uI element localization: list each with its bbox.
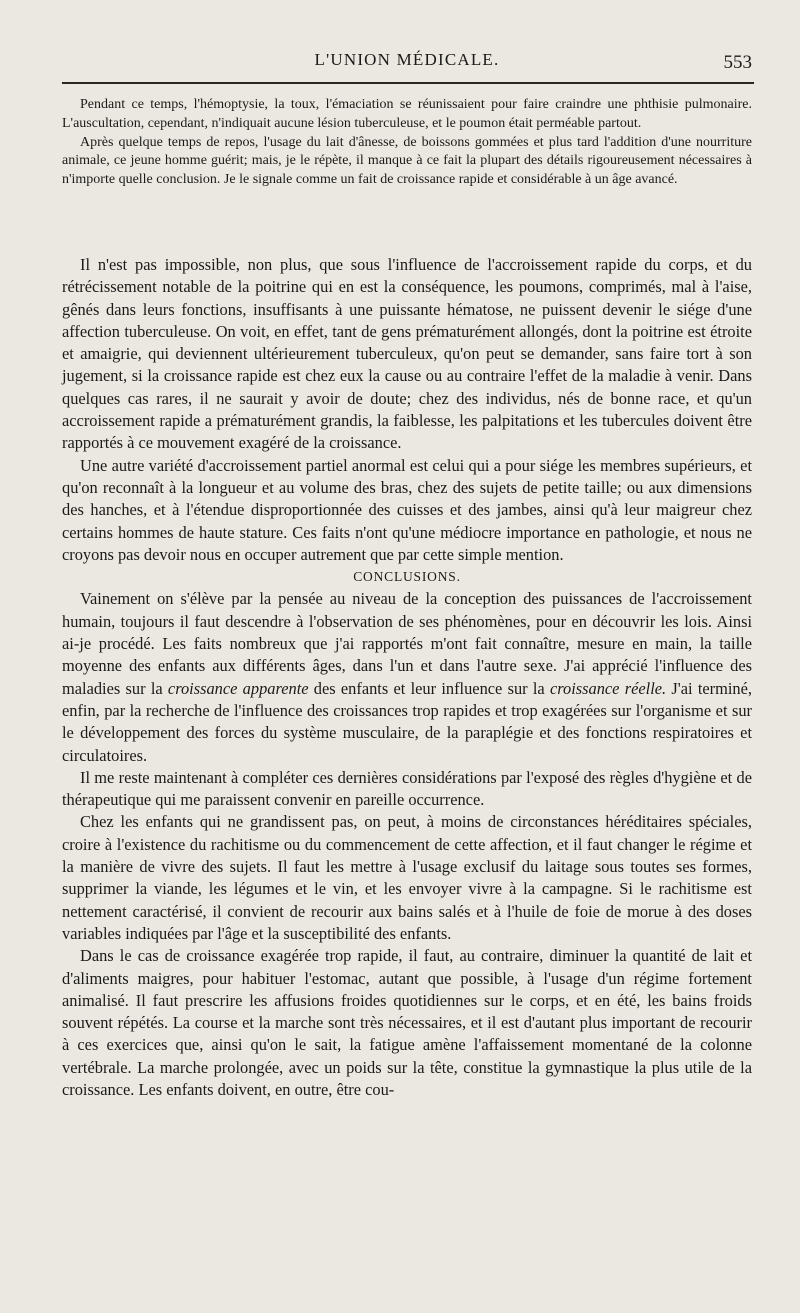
header-rule xyxy=(62,82,754,84)
paragraph: Pendant ce temps, l'hémoptysie, la toux, l'émaciation se réunissaient pour faire craindre une phthisie pulmonaire. L'auscultation, cependant, n'indiquait aucune lésion tuberculeuse, et le poumon était perméable partout. xyxy=(62,97,752,131)
paragraph: Il me reste maintenant à compléter ces dernières considérations par l'exposé des règles d'hygiène et de thérapeutique qui me paraissent convenir en pareille occurrence. xyxy=(62,767,752,810)
paragraph: Dans le cas de croissance exagérée trop rapide, il faut, au contraire, diminuer la quantité de lait et d'aliments maigres, pour habituer l'estomac, autant que possible, à l'usage d'un régime fortement animalisé. Il faut prescrire les affusions froides quotidiennes sur le corps, et en été, les bains froids souvent répétés. La course et la marche sont très nécessaires, et il est d'autant plus important de recourir à ces exercices que, ainsi qu'on le sait, la fatigue amène l'affaissement momentané de la colonne vertébrale. La marche prolongée, avec un poids sur la tête, constitue la gymnastique la plus utile de la croissance. Les enfants doivent, en outre, être cou- xyxy=(62,946,752,1099)
paragraph: Chez les enfants qui ne grandissent pas, on peut, à moins de circonstances héréditaires spéciales, croire à l'existence du rachitisme ou du commencement de cette affection, et il faut changer le régime et la manière de vivre des sujets. Il faut les mettre à l'usage exclusif du laitage sous toutes ses formes, supprimer la viande, les légumes et le vin, et les envoyer vivre à la campagne. Si le rachitisme est nettement caractérisé, il convient de recourir aux bains salés et à l'huile de foie de morue à des doses variables indiquées par l'âge et la susceptibilité des enfants. xyxy=(62,812,752,943)
text-run: Vainement on s'élève par la pensée au niveau de la conception des puissances de l'accroissement humain, toujours il faut descendre à l'observation de ses phénomènes, pour en découvrir les lois. Ainsi ai-je procédé. Les faits nombreux que j'ai rapportés m'ont fait connaître, mesure en main, la taille moyenne des enfants aux différents âges, dans l'un et dans l'autre sexe. J'ai apprécié l'influence des maladies sur la xyxy=(62,589,752,698)
italic-term: croissance réelle. xyxy=(549,678,667,698)
paragraph: Après quelque temps de repos, l'usage du lait d'ânesse, de boissons gommées et plus tard l'addition d'une nourriture animale, ce jeune homme guérit; mais, je le répète, il manque à ce fait la plupart des détails rigoureusement nécessaires à n'importe quelle conclusion. Je le signale comme un fait de croissance rapide et considérable à un âge avancé. xyxy=(62,134,752,188)
paragraph: Une autre variété d'accroissement partiel anormal est celui qui a pour siége les membres supérieurs, et qu'on reconnaît à la longueur et au volume des bras, chez des sujets de petite taille; ou aux dimensions des hanches, et à l'étendue disproportionnée des cuisses et des jambes, ainsi qu'à leur maigreur chez certains hommes de haute stature. Ces faits n'ont qu'une médiocre importance en pathologie, et nous ne croyons pas devoir nous en occuper autrement que par cette simple mention. xyxy=(62,455,752,564)
journal-title: L'UNION MÉDICALE. xyxy=(314,50,500,69)
text-run: des enfants et leur influence sur la xyxy=(308,678,550,698)
paragraph: Il n'est pas impossible, non plus, que sous l'influence de l'accroissement rapide du corps, et du rétrécissement notable de la poitrine qui en est la conséquence, les poumons, comprimés, mal à l'aise, gênés dans leurs fonctions, insuffisants à une puissante hématose, ne puissent devenir le siége d'une affection tuberculeuse. On voit, en effet, tant de gens prématurément allongés, dont la poitrine est étroite et amaigrie, qui deviennent ultérieurement tuberculeux, qu'on peut se demander, sans faire tort à son jugement, si la croissance rapide est chez eux la cause ou au contraire l'effet de la maladie à venir. Dans quelques cas rares, il ne saurait y avoir de doute; chez des individus, nés de bonne race, et qu'un accroissement rapide a prématurément grandis, la faiblesse, les palpitations et les tubercules doivent être rapportés à ce mouvement exagéré de la croissance. xyxy=(62,255,752,453)
conclusion-paragraph xyxy=(62,588,752,766)
running-head xyxy=(62,50,752,76)
text-run: J'ai terminé, enfin, par la recherche de l'influence des croissances trop rapides et trop exagérées sur l'organisme et sur le développement des forces du système musculaire, de la paraplégie et des fonctions respiratoires et circulatoires. xyxy=(62,678,752,765)
section-heading: CONCLUSIONS. xyxy=(353,569,461,585)
page-number: 553 xyxy=(723,52,752,73)
main-text-block xyxy=(62,254,752,1101)
italic-term: croissance apparente xyxy=(167,678,309,698)
small-print-block xyxy=(62,96,752,190)
